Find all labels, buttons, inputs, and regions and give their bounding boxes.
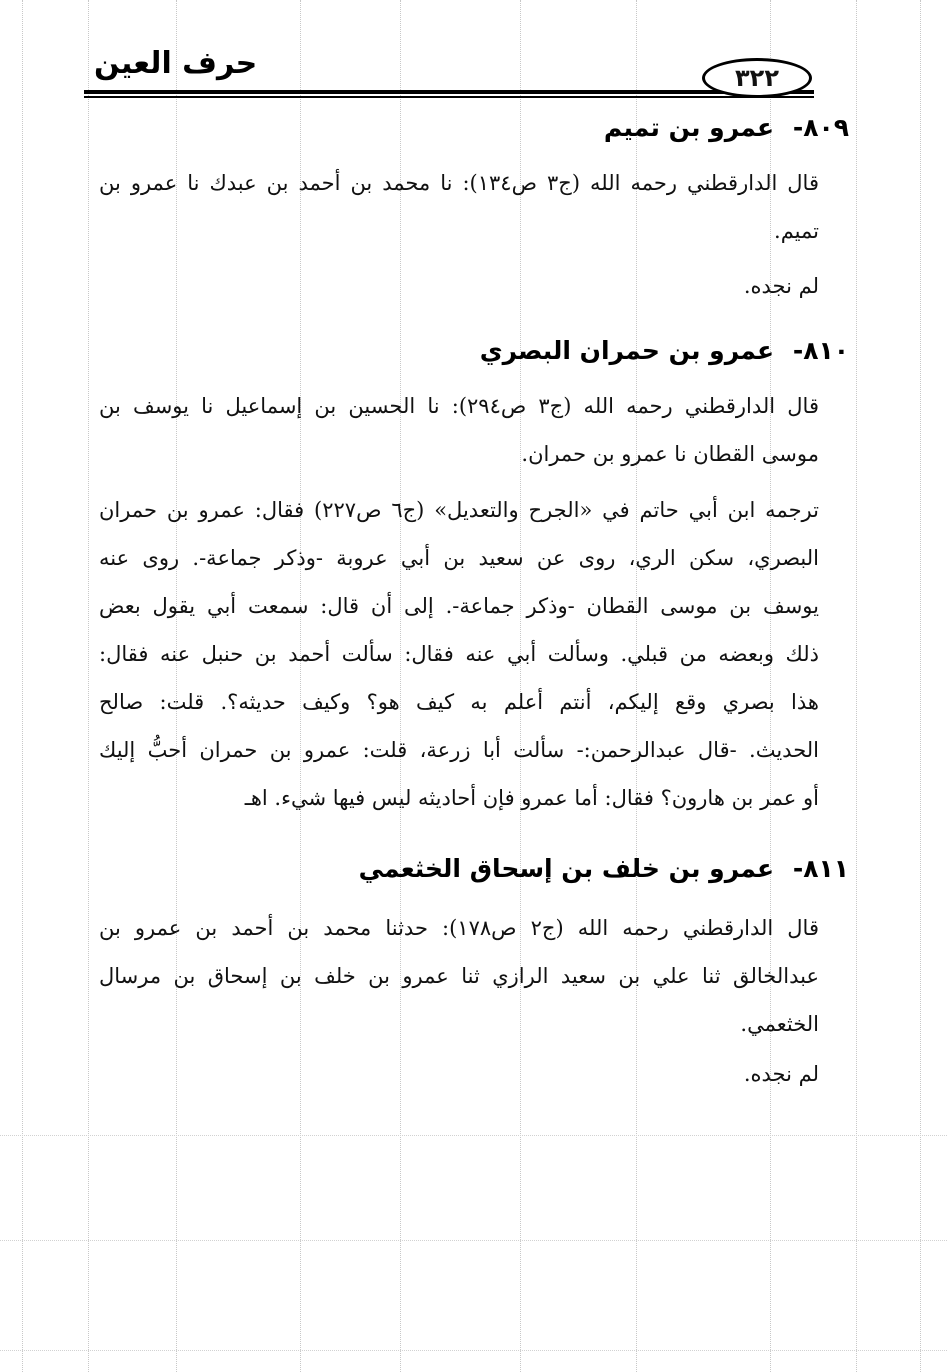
text-line: البصري، سكن الري، روى عن سعيد بن أبي عروبة -وذكر جماعة-. روى عنه (99, 546, 819, 570)
text-line: لم نجده. (743, 274, 819, 298)
paragraph (99, 159, 819, 255)
text-line: الخثعمي. (740, 1012, 819, 1036)
entry-number: ٨١١- (792, 854, 849, 883)
text-line: يوسف بن موسى القطان -وذكر جماعة-. إلى أن قال: سمعت أبي يقول بعض (99, 594, 819, 618)
entry-heading (480, 336, 849, 365)
entry-heading (359, 854, 849, 883)
paragraph (99, 1050, 819, 1098)
entry-title: عمرو بن تميم (603, 113, 775, 142)
paragraph (99, 262, 819, 310)
text-line: قال الدارقطني رحمه الله (ج٣ ص٢٩٤): نا الحسين بن إسماعيل نا يوسف بن (99, 394, 819, 418)
chapter-title: حرف العين (94, 46, 258, 81)
text-line: ذلك وبعضه من قبلي. وسألت أبي عنه فقال: سألت أحمد بن حنبل عنه فقال: (99, 642, 819, 666)
text-line: الحديث. -قال عبدالرحمن:- سألت أبا زرعة، قلت: عمرو بن حمران أحبُّ إليك (99, 738, 819, 762)
text-line: تميم. (774, 219, 819, 243)
paragraph (99, 382, 819, 478)
scan-rule (0, 1350, 947, 1351)
entry-title: عمرو بن حمران البصري (479, 336, 775, 365)
page-header (84, 40, 864, 102)
header-rule (84, 96, 814, 98)
header-rule (84, 90, 814, 94)
scan-rule (856, 0, 857, 1372)
entry-number: ٨٠٩- (792, 113, 849, 142)
entry-number: ٨١٠- (792, 336, 849, 365)
scan-rule (0, 1135, 947, 1136)
text-line: ترجمه ابن أبي حاتم في «الجرح والتعديل» (ج٦ ص٢٢٧) فقال: عمرو بن حمران (99, 498, 819, 522)
text-line: قال الدارقطني رحمه الله (ج٢ ص١٧٨): حدثنا محمد بن أحمد بن عمرو بن (99, 916, 819, 940)
scan-rule (0, 1240, 947, 1241)
entry-title: عمرو بن خلف بن إسحاق الخثعمي (358, 854, 775, 883)
text-line: لم نجده. (743, 1062, 819, 1086)
scan-rule (920, 0, 921, 1372)
text-line: أو عمر بن هارون؟ فقال: أما عمرو فإن أحاديثه ليس فيها شيء. اهـ (244, 786, 819, 810)
page-number: ٣٢٢ (702, 58, 812, 98)
entry-heading (604, 113, 849, 142)
paragraph (99, 904, 819, 1048)
scan-rule (88, 0, 89, 1372)
text-line: عبدالخالق ثنا علي بن سعيد الرازي ثنا عمرو بن خلف بن إسحاق بن مرسال (99, 964, 819, 988)
paragraph (99, 486, 819, 822)
text-line: موسى القطان نا عمرو بن حمران. (521, 442, 819, 466)
text-line: قال الدارقطني رحمه الله (ج٣ ص١٣٤): نا محمد بن أحمد بن عبدك نا عمرو بن (99, 171, 819, 195)
text-line: هذا بصري وقع إليكم، أنتم أعلم به كيف هو؟ وكيف حديثه؟. قلت: صالح (99, 690, 819, 714)
scan-rule (22, 0, 23, 1372)
